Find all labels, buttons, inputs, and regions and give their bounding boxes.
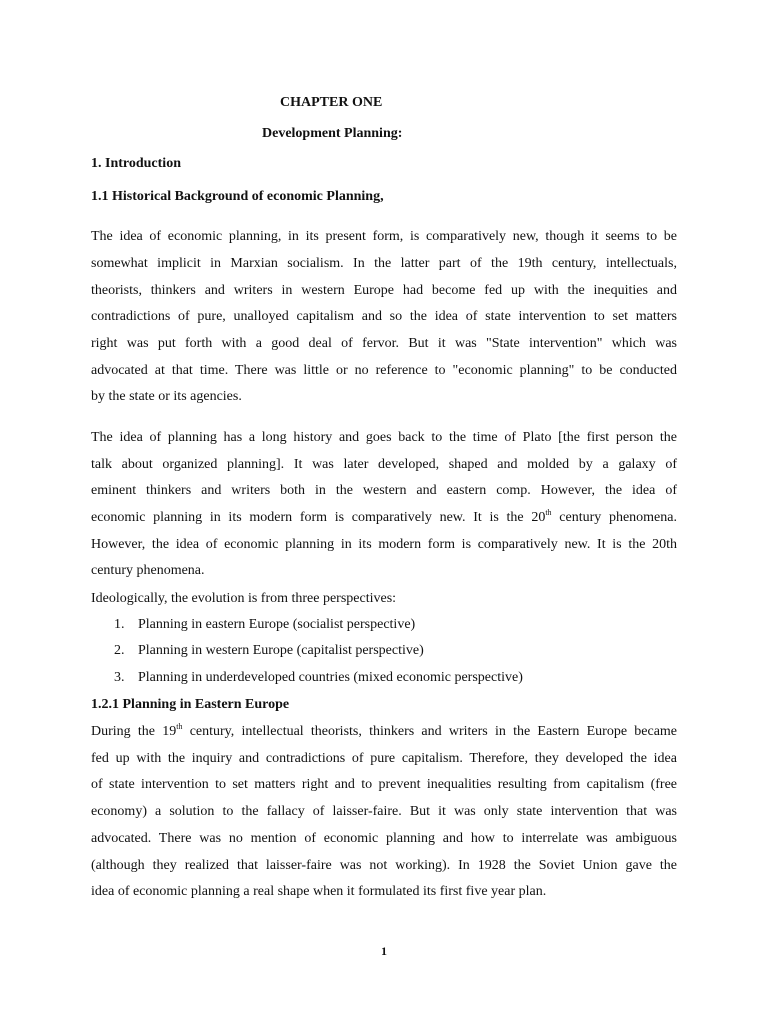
page-number: 1 (381, 944, 387, 958)
paragraph-1-line: contradictions of pure, unalloyed capitalism and so the idea of state intervention to set matters (91, 309, 677, 324)
list-item: Planning in underdeveloped countries (mixed economic perspective) (138, 670, 523, 685)
paragraph-1-line: somewhat implicit in Marxian socialism. In the latter part of the 19th century, intellectuals, (91, 256, 677, 271)
list-item: Planning in western Europe (capitalist perspective) (138, 643, 424, 658)
paragraph-2-text: century phenomena. (551, 510, 677, 525)
paragraph-3-line (91, 724, 677, 740)
section-heading-historical-background: 1.1 Historical Background of economic Planning, (91, 189, 384, 204)
paragraph-3-line: advocated. There was no mention of economic planning and how to interrelate was ambiguous (91, 831, 677, 846)
paragraph-2-line: talk about organized planning]. It was later developed, shaped and molded by a galaxy of (91, 457, 677, 472)
paragraph-1-line: The idea of economic planning, in its present form, is comparatively new, though it seems to be (91, 229, 677, 244)
chapter-title: CHAPTER ONE (280, 95, 383, 110)
list-number: 3. (114, 670, 125, 685)
paragraph-3-line: (although they realized that laisser-faire was not working). In 1928 the Soviet Union gave the (91, 858, 677, 873)
ideology-intro: Ideologically, the evolution is from three perspectives: (91, 591, 397, 606)
chapter-subtitle: Development Planning: (262, 126, 403, 141)
section-heading-introduction: 1. Introduction (91, 156, 181, 171)
paragraph-2-line: The idea of planning has a long history and goes back to the time of Plato [the first person the (91, 430, 677, 445)
list-number: 1. (114, 617, 125, 632)
paragraph-1-line: advocated at that time. There was little or no reference to "economic planning" to be conducted (91, 363, 677, 378)
paragraph-3-line: idea of economic planning a real shape when it formulated its first five year plan. (91, 884, 547, 899)
ordinal-superscript: th (176, 722, 183, 731)
paragraph-1-line: right was put forth with a good deal of fervor. But it was "State intervention" which was (91, 336, 677, 351)
paragraph-2-line (91, 510, 677, 526)
paragraph-3-line: fed up with the inquiry and contradictions of pure capitalism. Therefore, they developed the idea (91, 751, 677, 766)
ordinal-superscript: th (545, 508, 552, 517)
section-heading-eastern-europe: 1.2.1 Planning in Eastern Europe (91, 697, 290, 712)
paragraph-3-line: of state intervention to set matters right and to prevent inequalities resulting from capitalism (free (91, 777, 677, 792)
paragraph-2-line: However, the idea of economic planning in its modern form is comparatively new. It is the 20th (91, 537, 677, 552)
paragraph-3-line: economy) a solution to the fallacy of laisser-faire. But it was only state intervention that was (91, 804, 677, 819)
paragraph-2-text: economic planning in its modern form is comparatively new. It is the 20 (91, 510, 546, 525)
paragraph-2-line: eminent thinkers and writers both in the western and eastern comp. However, the idea of (91, 483, 677, 498)
paragraph-1-line: theorists, thinkers and writers in western Europe had become fed up with the inequities and (91, 283, 677, 298)
paragraph-3-text: During the 19 (91, 724, 177, 739)
paragraph-1-line: by the state or its agencies. (91, 389, 242, 404)
paragraph-3-text: century, intellectual theorists, thinkers and writers in the Eastern Europe became (182, 724, 678, 739)
list-number: 2. (114, 643, 125, 658)
list-item: Planning in eastern Europe (socialist perspective) (138, 617, 416, 632)
paragraph-2-line: century phenomena. (91, 563, 205, 578)
